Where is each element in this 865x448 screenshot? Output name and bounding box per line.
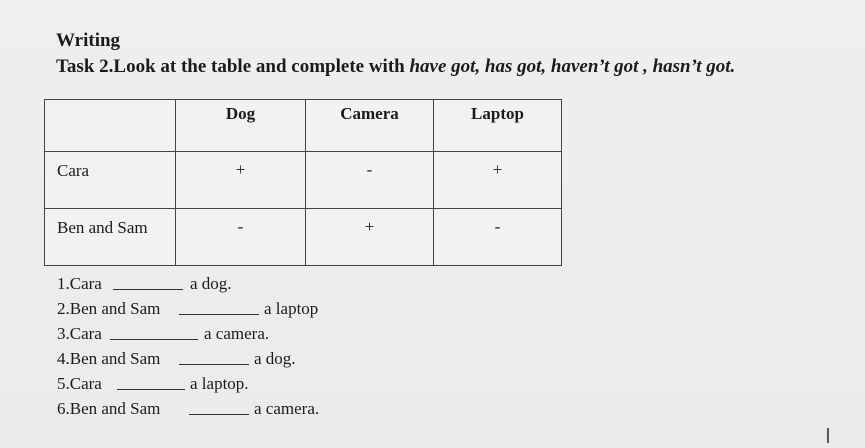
table-cell: + [306, 209, 434, 266]
table-header-camera: Camera [306, 100, 434, 152]
table-row [45, 152, 562, 209]
row-name: Cara [45, 152, 176, 209]
table-cell: - [434, 209, 562, 266]
exercise-label: 6.Ben and Sam [57, 399, 161, 418]
text-cursor-icon: I [825, 424, 831, 448]
exercise-label: 4.Ben and Sam [57, 349, 161, 368]
answer-blank[interactable] [113, 289, 183, 290]
exercise-text: a camera. [254, 399, 320, 418]
exercise-text: a laptop. [190, 374, 249, 393]
task-instruction [56, 55, 735, 78]
answer-blank[interactable] [179, 364, 249, 365]
answer-blank[interactable] [179, 314, 259, 315]
exercise-text: a dog. [190, 274, 232, 293]
exercise-label: 5.Cara [57, 374, 102, 393]
possessions-table [44, 99, 562, 266]
answer-blank[interactable] [110, 339, 198, 340]
table-row [45, 209, 562, 266]
table-cell: + [176, 152, 306, 209]
row-name: Ben and Sam [45, 209, 176, 266]
task-phrases: have got, has got, haven’t got , hasn’t got. [409, 56, 736, 77]
table-header-laptop: Laptop [434, 100, 562, 152]
exercise-text: a laptop [264, 299, 319, 318]
table-cell: + [434, 152, 562, 209]
exercise-text: a dog. [254, 349, 296, 368]
section-heading: Writing [56, 30, 121, 51]
exercise-label: 1.Cara [57, 274, 102, 293]
table-cell: - [176, 209, 306, 266]
table-header-empty [45, 100, 176, 152]
exercise-label: 3.Cara [57, 324, 102, 343]
table-cell: - [306, 152, 434, 209]
task-prefix: Task 2.Look at the table and complete with [56, 56, 410, 77]
table-header-dog: Dog [176, 100, 306, 152]
answer-blank[interactable] [189, 414, 249, 415]
exercise-text: a camera. [204, 324, 270, 343]
answer-blank[interactable] [117, 389, 185, 390]
exercise-label: 2.Ben and Sam [57, 299, 161, 318]
table-header-row [45, 100, 562, 152]
